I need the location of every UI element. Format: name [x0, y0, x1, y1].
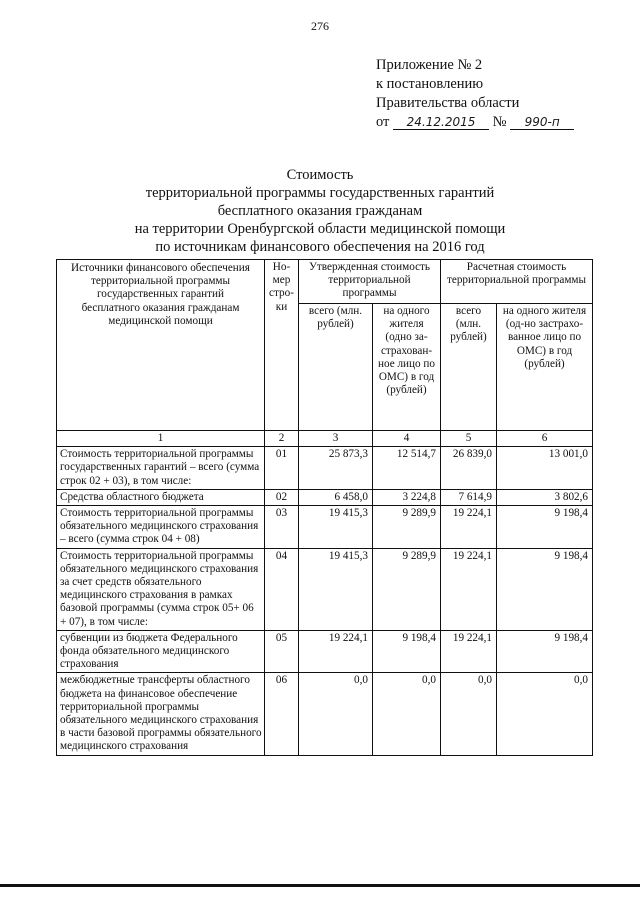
table-row: [57, 489, 593, 505]
handwritten-date: 24.12.2015: [393, 116, 489, 130]
approved-per-resident-value: 12 514,7: [373, 447, 441, 490]
row-code: 01: [265, 447, 299, 490]
approved-total-value: 0,0: [299, 673, 373, 755]
header-row-number: Но-мер стро-ки: [265, 260, 299, 431]
title-line-5: по источникам финансового обеспечения на 2016 год: [155, 239, 485, 255]
estimated-per-resident-value: 3 802,6: [497, 489, 593, 505]
row-label: субвенции из бюджета Федерального фонда обязательного медицинского страхования: [57, 630, 265, 673]
table-row: [57, 673, 593, 755]
column-number: 1: [57, 431, 265, 447]
row-code: 03: [265, 506, 299, 549]
estimated-per-resident-value: 9 198,4: [497, 506, 593, 549]
appendix-date-line: [376, 113, 574, 132]
bottom-scan-border: [0, 884, 640, 887]
title-line-2: территориальной программы государственных гарантий: [145, 185, 495, 201]
estimated-per-resident-value: 13 001,0: [497, 447, 593, 490]
row-label: межбюджетные трансферты областного бюджета на финансовое обеспечение территориальной программы обязательного медицинского страхования в части базовой программы обязательного медицинского страхования: [57, 673, 265, 755]
estimated-total-value: 0,0: [441, 673, 497, 755]
header-approved-per-resident: на одного жителя (одно за-страхован-ное лицо по ОМС) в год (рублей): [373, 304, 441, 431]
row-label: Средства областного бюджета: [57, 489, 265, 505]
approved-total-value: 19 415,3: [299, 506, 373, 549]
approved-per-resident-value: 0,0: [373, 673, 441, 755]
approved-per-resident-value: 9 289,9: [373, 506, 441, 549]
estimated-total-value: 19 224,1: [441, 630, 497, 673]
row-code: 04: [265, 548, 299, 630]
approved-total-value: 19 224,1: [299, 630, 373, 673]
column-number: 4: [373, 431, 441, 447]
approved-per-resident-value: 3 224,8: [373, 489, 441, 505]
estimated-per-resident-value: 9 198,4: [497, 630, 593, 673]
approved-total-value: 19 415,3: [299, 548, 373, 630]
date-prefix: от: [376, 114, 390, 130]
appendix-line-2: к постановлению: [376, 76, 484, 92]
header-estimated-per-resident: на одного жителя (од-но застрахо-ванное лицо по ОМС) в год (рублей): [497, 304, 593, 431]
estimated-total-value: 26 839,0: [441, 447, 497, 490]
row-code: 06: [265, 673, 299, 755]
column-number: 5: [441, 431, 497, 447]
row-label: Стоимость территориальной программы обязательного медицинского страхования за счет средств обязательного медицинского страхования в рамках базовой программы (сумма строк 05+ 06 + 07), в том числе:: [57, 548, 265, 630]
title-line-3: бесплатного оказания гражданам: [217, 203, 423, 219]
table-row: [57, 506, 593, 549]
page-number: 276: [311, 19, 329, 33]
column-number: 3: [299, 431, 373, 447]
table-row: [57, 630, 593, 673]
header-row-1: [57, 260, 593, 304]
column-number: 2: [265, 431, 299, 447]
appendix-line-1: Приложение № 2: [376, 57, 483, 73]
estimated-total-value: 7 614,9: [441, 489, 497, 505]
column-number-row: [57, 431, 593, 447]
appendix-line-3: Правительства области: [376, 95, 520, 111]
estimated-per-resident-value: 0,0: [497, 673, 593, 755]
cost-table: [56, 259, 593, 756]
appendix-block: [376, 56, 574, 132]
row-label: Стоимость территориальной программы обязательного медицинского страхования – всего (сумма строк 04 + 08): [57, 506, 265, 549]
approved-per-resident-value: 9 198,4: [373, 630, 441, 673]
row-code: 05: [265, 630, 299, 673]
header-estimated: Расчетная стоимость территориальной программы: [441, 260, 593, 304]
header-estimated-total: всего (млн. рублей): [441, 304, 497, 431]
number-prefix: №: [492, 114, 507, 130]
approved-total-value: 6 458,0: [299, 489, 373, 505]
column-number: 6: [497, 431, 593, 447]
approved-total-value: 25 873,3: [299, 447, 373, 490]
title-line-1: Стоимость: [286, 167, 354, 183]
header-sources: Источники финансового обеспечения территориальной программы государственных гарантий бесплатного оказания гражданам медицинской помощи: [57, 260, 265, 431]
estimated-per-resident-value: 9 198,4: [497, 548, 593, 630]
handwritten-number: 990-п: [510, 116, 574, 130]
estimated-total-value: 19 224,1: [441, 548, 497, 630]
table-row: [57, 548, 593, 630]
title-line-4: на территории Оренбургской области медицинской помощи: [134, 221, 506, 237]
table-row: [57, 447, 593, 490]
approved-per-resident-value: 9 289,9: [373, 548, 441, 630]
header-approved: Утвержденная стоимость территориальной программы: [299, 260, 441, 304]
estimated-total-value: 19 224,1: [441, 506, 497, 549]
row-label: Стоимость территориальной программы государственных гарантий – всего (сумма строк 02 + 03), в том числе:: [57, 447, 265, 490]
document-title: [0, 166, 640, 256]
row-code: 02: [265, 489, 299, 505]
header-approved-total: всего (млн. рублей): [299, 304, 373, 431]
